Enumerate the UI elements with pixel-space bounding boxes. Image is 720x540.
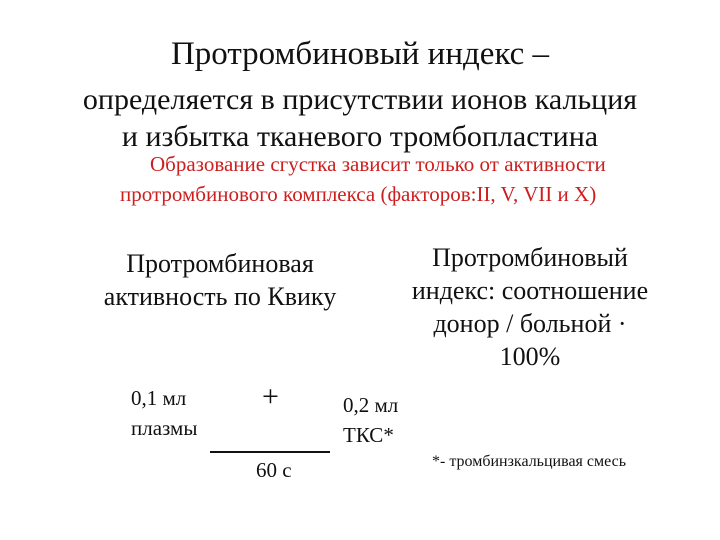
reaction-arrow-line [210,451,330,453]
note-line-1: Образование сгустка зависит только от активности [150,152,606,176]
tks-label [343,390,398,450]
quick-activity-block [90,247,350,313]
reaction-time: 60 с [256,458,292,482]
plasma-volume: 0,1 мл [131,386,187,410]
title-line-2: определяется в присутствии ионов кальция [82,83,638,116]
quick-activity-line-2: активность по Квику [103,282,337,311]
footnote: *- тромбинзкальцивая смесь [432,453,627,470]
title-line-1: Протромбиновый индекс – [170,36,550,72]
prothrombin-index-block [390,241,670,373]
title-line-3: и избытка тканевого тромбопластина [121,120,599,153]
prothrombin-index-line-1: Протромбиновый [432,243,628,272]
prothrombin-index-line-4: 100% [499,342,561,371]
tks-volume: 0,2 мл [343,393,399,417]
quick-activity-line-1: Протромбиновая [126,249,314,278]
note-line-2: протромбинового комплекса (факторов:II, V, VII и X) [120,182,597,206]
prothrombin-index-line-2: индекс: соотношение [411,276,649,305]
plasma-label [131,383,197,443]
tks-name: ТКС* [343,423,394,447]
plasma-name: плазмы [131,416,198,440]
prothrombin-index-line-3: донор / больной · [433,309,627,338]
plus-sign: + [262,380,279,413]
